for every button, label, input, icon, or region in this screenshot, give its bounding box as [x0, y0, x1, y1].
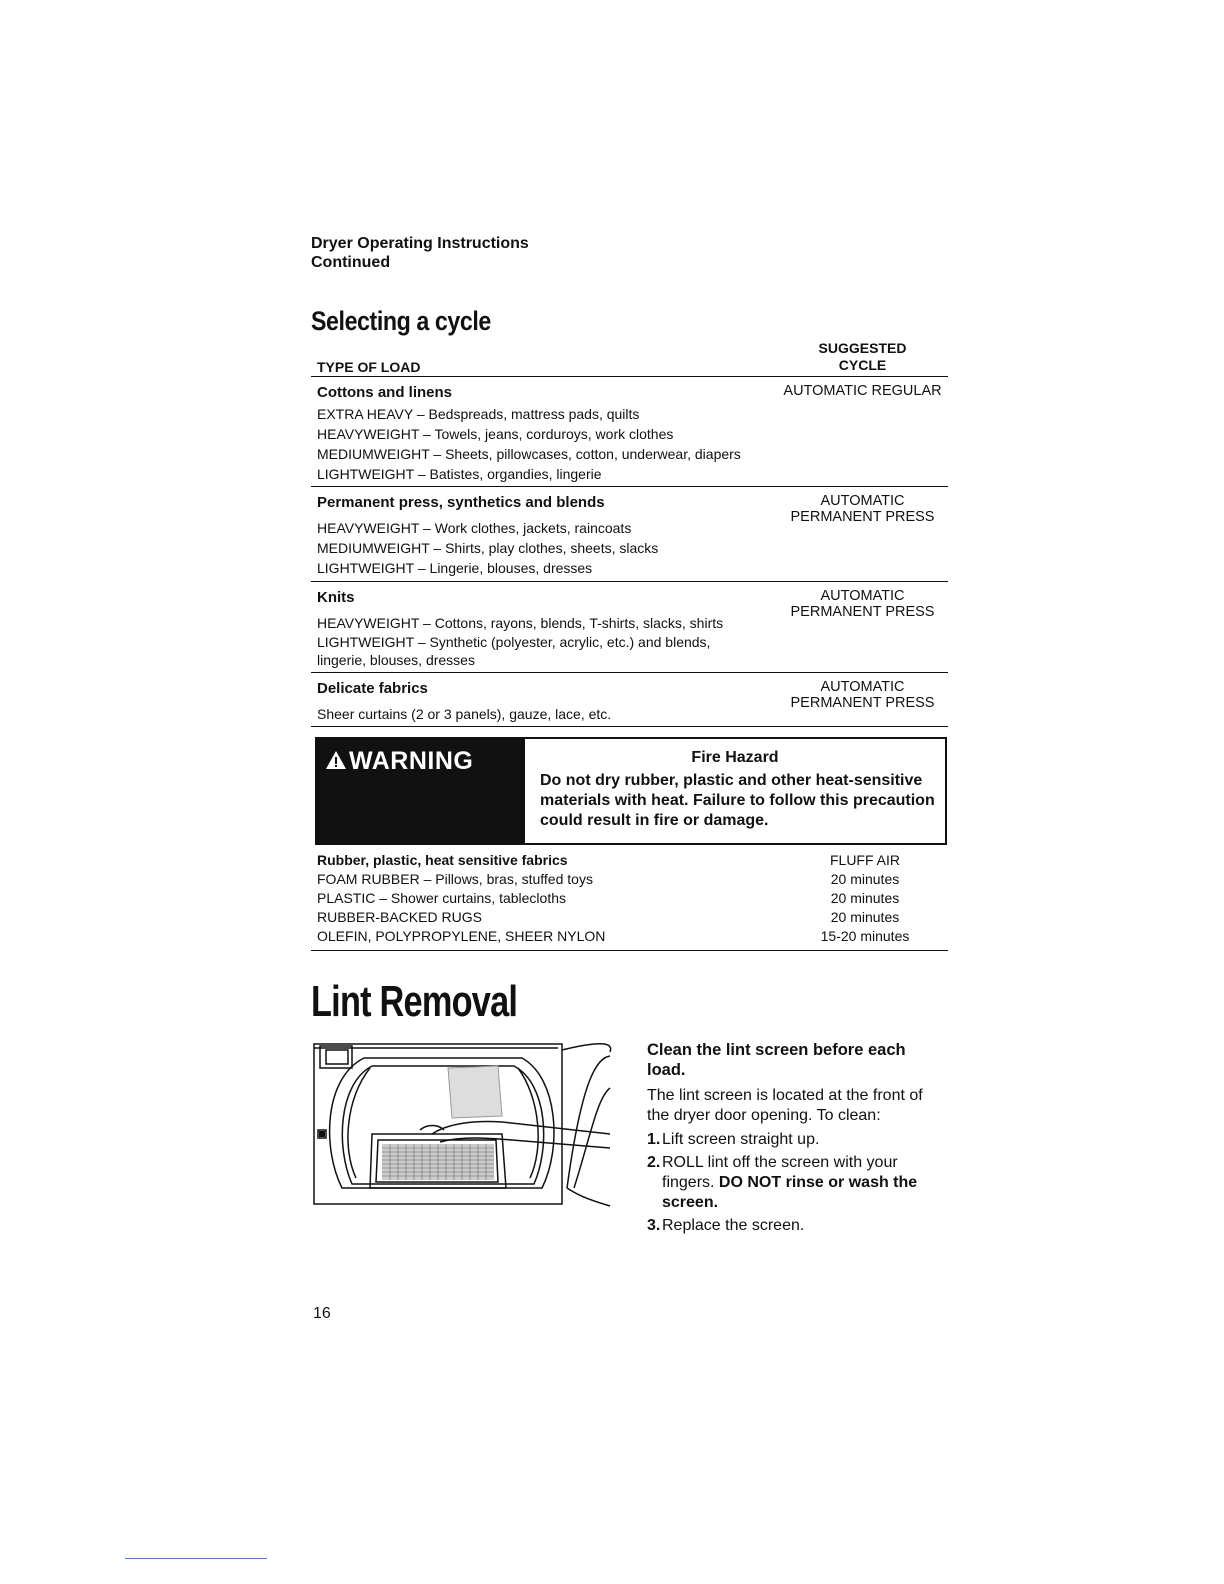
step-number: 1. — [647, 1131, 661, 1148]
header-continued: Continued — [311, 254, 391, 271]
fabric-time: 20 minutes — [830, 909, 900, 925]
fabric-item: OLEFIN, POLYPROPYLENE, SHEER NYLON — [317, 928, 606, 944]
divider — [311, 581, 948, 582]
cycle-line: AUTOMATIC — [820, 588, 905, 604]
footer-link-line — [125, 1558, 267, 1559]
dryer-lint-screen-illustration — [312, 1038, 612, 1210]
warning-triangle-icon — [325, 750, 347, 770]
lint-instructions — [647, 1040, 927, 1239]
step-number: 3. — [647, 1217, 661, 1234]
heat-sensitive-times — [790, 851, 940, 946]
section-line: LIGHTWEIGHT – Synthetic (polyester, acrylic, etc.) and blends, — [317, 634, 711, 650]
section-header — [311, 234, 529, 272]
fabric-time: 15-20 minutes — [820, 928, 910, 944]
divider — [311, 486, 948, 487]
section-title: Permanent press, synthetics and blends — [317, 494, 605, 511]
section-line: EXTRA HEAVY – Bedspreads, mattress pads, quilts — [317, 406, 640, 422]
step-number: 2. — [647, 1154, 661, 1171]
cycle-line: AUTOMATIC — [820, 493, 905, 509]
section-line: Sheer curtains (2 or 3 panels), gauze, lace, etc. — [317, 706, 612, 722]
load-section-cottons — [317, 383, 777, 484]
step-text: Replace the screen. — [662, 1217, 805, 1234]
section-title: Delicate fabrics — [317, 680, 428, 697]
section-title: Cottons and linens — [317, 384, 452, 401]
cycle-line: AUTOMATIC REGULAR — [783, 383, 942, 399]
warning-title — [325, 747, 473, 776]
type-of-load-header: TYPE OF LOAD — [317, 359, 421, 375]
page-number: 16 — [313, 1305, 331, 1322]
load-section-delicate — [317, 679, 777, 724]
cycle-cottons — [770, 383, 955, 399]
cycle-permanent-press — [770, 493, 955, 525]
heat-sensitive-title: Rubber, plastic, heat sensitive fabrics — [317, 852, 568, 868]
load-section-knits — [317, 588, 777, 669]
lint-step-1 — [647, 1130, 927, 1150]
warning-box — [315, 737, 947, 845]
suggested-label: SUGGESTED — [818, 340, 907, 356]
section-line: MEDIUMWEIGHT – Sheets, pillowcases, cotton, underwear, diapers — [317, 446, 741, 462]
section-title: Knits — [317, 589, 355, 606]
divider — [311, 376, 948, 377]
lint-heading: Clean the lint screen before each load. — [647, 1041, 906, 1079]
cycle-line: AUTOMATIC — [820, 679, 905, 695]
cycle-line: PERMANENT PRESS — [790, 695, 935, 711]
step-emphasis: DO NOT rinse or wash the screen. — [662, 1174, 918, 1211]
lint-removal-heading: Lint Removal — [311, 977, 518, 1026]
cycle-line: PERMANENT PRESS — [790, 509, 935, 525]
fabric-item: RUBBER-BACKED RUGS — [317, 909, 482, 925]
step-text: ROLL lint off the screen with your fingers. — [662, 1154, 898, 1191]
section-line: MEDIUMWEIGHT – Shirts, play clothes, sheets, slacks — [317, 540, 659, 556]
cycle-delicate — [770, 679, 955, 711]
fabric-time: 20 minutes — [830, 871, 900, 887]
section-line: LIGHTWEIGHT – Batistes, organdies, lingerie — [317, 466, 602, 482]
heat-sensitive-section — [317, 851, 605, 946]
warning-text: Do not dry rubber, plastic and other heat-sensitive materials with heat. Failure to follow this precaution could result in fire or damage. — [540, 772, 935, 829]
load-section-permanent-press — [317, 493, 777, 578]
section-line: lingerie, blouses, dresses — [317, 652, 475, 668]
fluff-air-label: FLUFF AIR — [829, 852, 900, 868]
fabric-item: FOAM RUBBER – Pillows, bras, stuffed toys — [317, 871, 593, 887]
header-title: Dryer Operating Instructions — [311, 235, 529, 252]
section-line: HEAVYWEIGHT – Towels, jeans, corduroys, work clothes — [317, 426, 674, 442]
fabric-time: 20 minutes — [830, 890, 900, 906]
divider — [311, 726, 948, 727]
lint-intro: The lint screen is located at the front of the dryer door opening. To clean: — [647, 1087, 923, 1124]
section-line: HEAVYWEIGHT – Cottons, rayons, blends, T-shirts, slacks, shirts — [317, 615, 724, 631]
step-text: Lift screen straight up. — [662, 1131, 820, 1148]
divider — [311, 672, 948, 673]
section-line: HEAVYWEIGHT – Work clothes, jackets, raincoats — [317, 520, 632, 536]
suggested-cycle-header — [800, 340, 925, 374]
warning-label-panel — [317, 739, 523, 843]
warning-heading: Fire Hazard — [691, 749, 779, 766]
selecting-cycle-heading: Selecting a cycle — [311, 306, 491, 336]
lint-step-3 — [647, 1216, 927, 1236]
warning-label: WARNING — [349, 747, 474, 775]
lint-step-2 — [647, 1153, 927, 1213]
cycle-knits — [770, 588, 955, 620]
section-line: LIGHTWEIGHT – Lingerie, blouses, dresses — [317, 560, 593, 576]
cycle-label: CYCLE — [838, 357, 887, 373]
cycle-line: PERMANENT PRESS — [790, 604, 935, 620]
divider — [311, 950, 948, 951]
fabric-item: PLASTIC – Shower curtains, tablecloths — [317, 890, 567, 906]
